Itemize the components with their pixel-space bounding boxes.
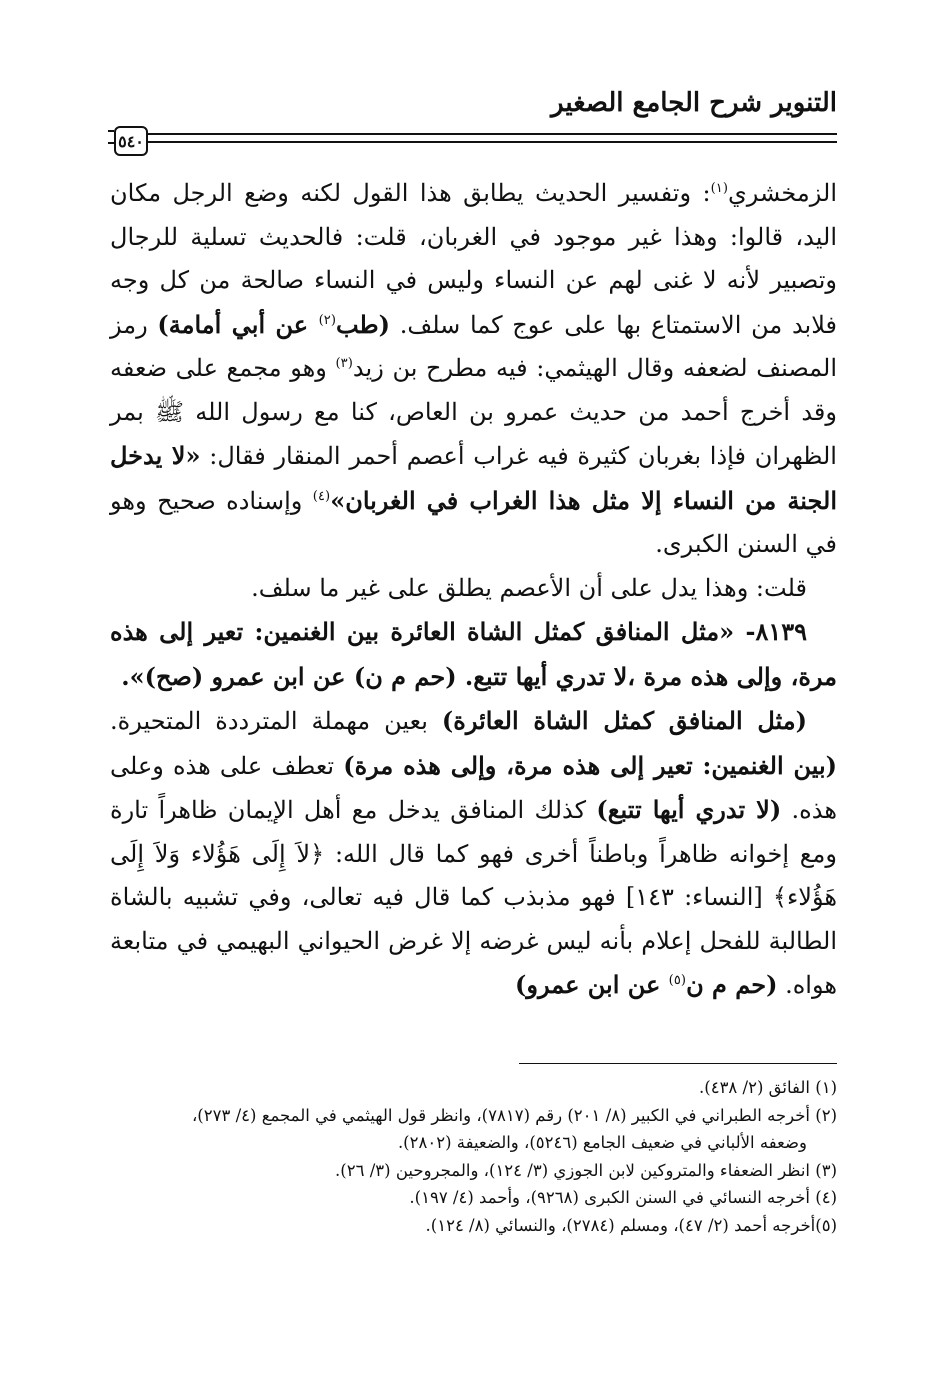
- text-run: وهو مجمع على ضعفه وقد أخرج أحمد من حديث عمرو بن العاص، كنا مع رسول الله ﷺ بمر الظهران فإذا بغربان كثيرة فيه غراب أعصم أحمر المنقار فقال:: [110, 354, 837, 470]
- text-run: الزمخشري: [727, 179, 837, 207]
- quoted-phrase: (مثل المنافق كمثل الشاة العائرة): [441, 706, 807, 735]
- running-title: التنوير شرح الجامع الصغير: [551, 88, 837, 118]
- text-run: كذلك المنافق يدخل مع أهل الإيمان ظاهراً تارة ومع إخوانه ظاهراً وباطناً أخرى فهو كما قال الله: ﴿لاَ إِلَى هَؤُلاء وَلاَ إِلَى هَؤُلاء﴾ [النساء: ١٤٣] فهو مذبذب كما قال فيه تعالى، وفي تشبيه بالشاة الطالبة للفحل إعلام بأنه ليس غرضه إلا غرض الحيواني البهيمي في متابعة هواه.: [110, 796, 837, 999]
- source-ref: (حم م ن: [686, 970, 778, 999]
- footnote-ref: (١): [710, 181, 728, 196]
- footnote-ref: (٤): [312, 488, 331, 504]
- commentary-paragraph-2: قلت: وهذا يدل على أن الأعصم يطلق على غير ما سلف.: [251, 573, 807, 602]
- page-number: ٥٤٠: [114, 126, 148, 156]
- text-run: تعطف على هذه وعلى هذه.: [110, 751, 837, 824]
- quoted-phrase: (لا تدري أيها تتبع): [596, 795, 782, 824]
- footnote-5: (٥)أخرجه أحمد (٢/ ٤٧)، ومسلم (٢٧٨٤)، والنسائي (٨/ ١٢٤).: [425, 1215, 837, 1235]
- commentary-paragraph-3: [110, 699, 837, 1008]
- main-text: [110, 172, 837, 1008]
- footnote-2: (٢) أخرجه الطبراني في الكبير (٨/ ٢٠١) رقم (٧٨١٧)، وانظر قول الهيثمي في المجمع (٤/ ٢٧٣)،: [191, 1105, 837, 1125]
- hadith-quote: «لا يدخل الجنة من النساء إلا مثل هذا الغراب في الغربان»: [110, 441, 837, 515]
- footnote-ref: (٥): [668, 973, 687, 988]
- text-run: رمز المصنف لضعفه وقال الهيثمي: فيه مطرح بن زيد: [110, 310, 837, 382]
- footnote-ref: (٣): [335, 356, 353, 371]
- narrator-ref: عن أبي أمامة): [157, 309, 319, 339]
- text-run: بعين مهملة المترددة المتحيرة.: [110, 707, 442, 735]
- footnotes: [110, 1074, 837, 1239]
- footnote-separator: [519, 1063, 837, 1064]
- header-rule-top: [148, 133, 837, 135]
- footnote-3: (٣) انظر الضعفاء والمتروكين لابن الجوزي (٣/ ١٢٤)، والمجروحين (٣/ ٢٦).: [335, 1160, 837, 1180]
- hadith-text: ٨١٣٩- «مثل المنافق كمثل الشاة العائرة بين الغنمين: تعير إلى هذه مرة، وإلى هذه مرة ،لا تدري أيها تتبع. (حم م ن) عن ابن عمرو (صح)».: [110, 617, 837, 691]
- text-run: وإسناده صحيح وهو في السنن الكبرى.: [110, 486, 837, 558]
- text-run: : وتفسير الحديث يطابق هذا القول لكنه وضع الرجل مكان اليد، قالوا: وهذا غير موجود في الغربان، قلت: فالحديث تسلية للرجال وتصبير لأنه لا غنى لهم عن النساء وليس في النساء صالحة من كل وجه فلابد من الاستمتاع بها على عوج كما سلف.: [110, 179, 838, 339]
- hadith-entry: [110, 610, 837, 699]
- quoted-phrase: (بين الغنمين: تعير إلى هذه مرة، وإلى هذه مرة): [343, 750, 838, 780]
- footnote-ref: (٢): [318, 312, 336, 328]
- footnote-1: (١) الفائق (٢/ ٤٣٨).: [699, 1078, 837, 1097]
- footnote-4: (٤) أخرجه النسائي في السنن الكبرى (٩٢٦٨)، وأحمد (٤/ ١٩٧).: [409, 1188, 837, 1207]
- header-rule-bottom: [148, 141, 837, 143]
- commentary-paragraph-1: [110, 172, 837, 567]
- narrator-ref: عن ابن عمرو): [515, 970, 669, 999]
- footnote-2-continued: وضعفه الألباني في ضعيف الجامع (٥٢٤٦)، والضعيفة (٢٨٠٢).: [397, 1133, 807, 1152]
- source-ref: (طب: [335, 309, 391, 339]
